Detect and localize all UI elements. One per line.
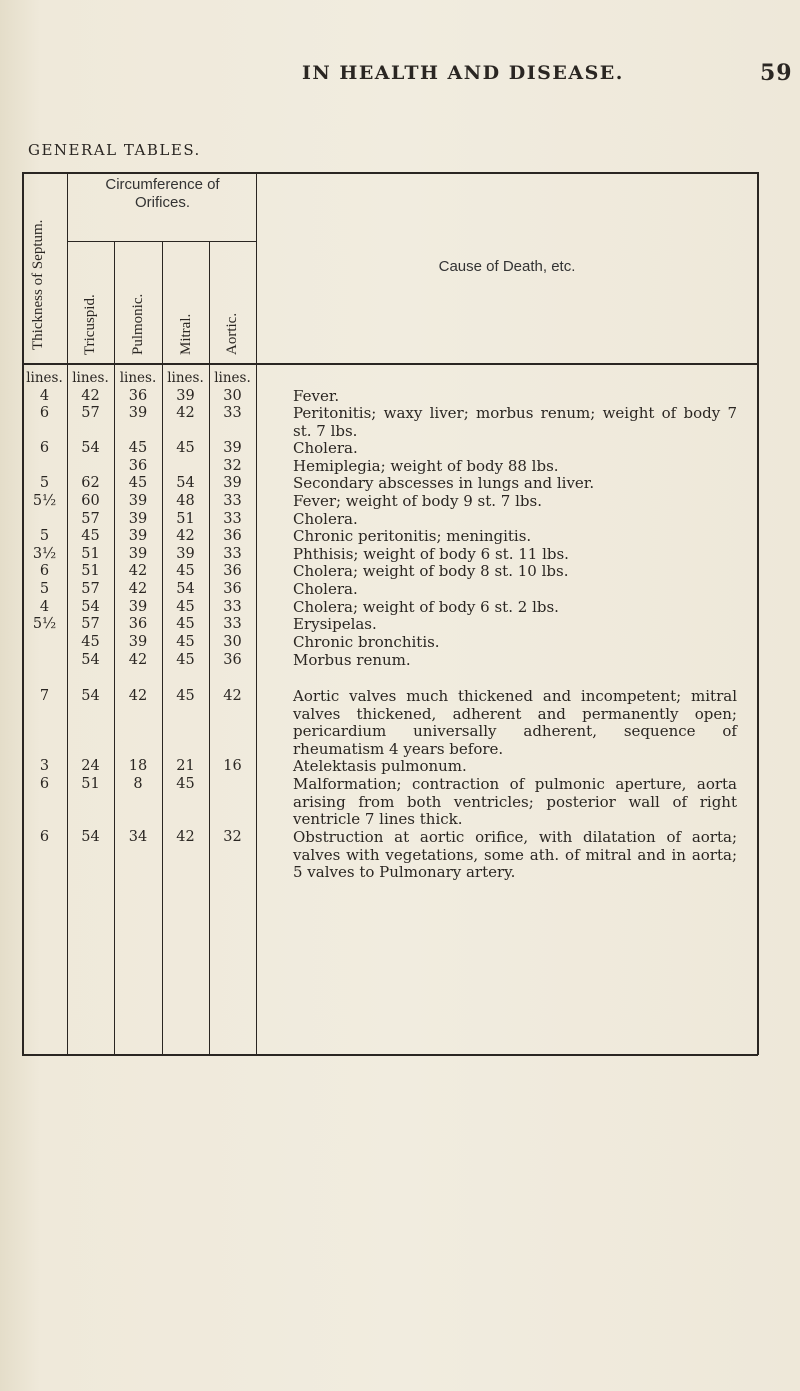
cell-mitral: 45 bbox=[176, 563, 195, 579]
cell-cause: Cholera. bbox=[293, 510, 358, 528]
cell-mitral: 45 bbox=[176, 599, 195, 615]
cell-aortic: 42 bbox=[223, 688, 242, 704]
cell-mitral: 39 bbox=[176, 388, 195, 404]
cell-tricuspid: 57 bbox=[81, 511, 100, 527]
cell-pulmonic: 42 bbox=[128, 652, 148, 668]
cell-cause: Cholera; weight of body 8 st. 10 lbs. bbox=[293, 562, 569, 580]
page-number: 59 bbox=[760, 60, 793, 86]
cell-tricuspid: 57 bbox=[81, 581, 100, 597]
cell-pulmonic: 36 bbox=[128, 616, 148, 632]
cell-septum: 3½ bbox=[32, 546, 57, 562]
cell-cause: Secondary abscesses in lungs and liver. bbox=[293, 474, 595, 492]
cell-cause: Chronic peritonitis; meningitis. bbox=[293, 527, 532, 545]
cell-pulmonic: 39 bbox=[128, 634, 148, 650]
cell-aortic: 36 bbox=[223, 528, 242, 544]
cell-aortic: 33 bbox=[223, 599, 242, 615]
cell-mitral: 45 bbox=[176, 776, 195, 792]
table-bottom-rule bbox=[22, 1054, 758, 1056]
cell-septum: 6 bbox=[39, 563, 50, 579]
cell-mitral: 54 bbox=[176, 581, 195, 597]
cell-aortic: 33 bbox=[223, 493, 242, 509]
cell-pulmonic: 36 bbox=[128, 388, 148, 404]
cell-aortic: 33 bbox=[223, 546, 242, 562]
cell-tricuspid: 57 bbox=[81, 405, 100, 421]
circumference-header: Circumference of Orifices. bbox=[105, 176, 220, 211]
cell-aortic: 33 bbox=[223, 511, 242, 527]
running-head: IN HEALTH AND DISEASE. bbox=[302, 62, 624, 84]
cell-cause: Peritonitis; waxy liver; morbus renum; weight of body 7 st. 7 lbs. bbox=[293, 404, 737, 440]
cell-cause: Fever. bbox=[293, 387, 340, 405]
right-border bbox=[757, 172, 759, 1055]
cell-aortic: 32 bbox=[223, 458, 242, 474]
cell-pulmonic: 36 bbox=[128, 458, 148, 474]
unit-pulmonic: lines. bbox=[119, 370, 157, 386]
table-top-rule bbox=[22, 172, 758, 174]
cell-aortic: 33 bbox=[223, 616, 242, 632]
cell-pulmonic: 18 bbox=[128, 758, 148, 774]
unit-tricuspid: lines. bbox=[72, 370, 109, 386]
cell-cause: Erysipelas. bbox=[293, 615, 377, 633]
cell-septum: 6 bbox=[39, 405, 50, 421]
cell-septum: 6 bbox=[39, 440, 50, 456]
cell-cause: Morbus renum. bbox=[293, 651, 411, 669]
septum-header: Thickness of Septum. bbox=[30, 219, 46, 350]
cell-septum: 5½ bbox=[32, 493, 57, 509]
cell-cause: Cholera. bbox=[293, 580, 358, 598]
cell-septum: 6 bbox=[39, 776, 50, 792]
cell-septum: 5½ bbox=[32, 616, 57, 632]
cell-tricuspid: 54 bbox=[81, 652, 100, 668]
cell-pulmonic: 42 bbox=[128, 581, 148, 597]
tricuspid-header: Tricuspid. bbox=[82, 294, 98, 355]
cell-aortic: 30 bbox=[223, 634, 242, 650]
cell-tricuspid: 54 bbox=[81, 688, 100, 704]
cell-cause: Cholera. bbox=[293, 439, 358, 457]
cell-septum: 5 bbox=[39, 475, 50, 491]
cell-mitral: 54 bbox=[176, 475, 195, 491]
cell-mitral: 45 bbox=[176, 616, 195, 632]
cell-mitral: 51 bbox=[176, 511, 195, 527]
cell-tricuspid: 57 bbox=[81, 616, 100, 632]
cell-septum: 3 bbox=[39, 758, 50, 774]
cell-aortic: 36 bbox=[223, 652, 242, 668]
cell-aortic: 30 bbox=[223, 388, 242, 404]
cell-pulmonic: 39 bbox=[128, 405, 148, 421]
cell-mitral: 42 bbox=[176, 829, 195, 845]
cell-tricuspid: 42 bbox=[81, 388, 100, 404]
cell-tricuspid: 45 bbox=[81, 528, 100, 544]
cell-pulmonic: 45 bbox=[128, 475, 148, 491]
pulmonic-header: Pulmonic. bbox=[130, 293, 146, 355]
cell-cause: Aortic valves much thickened and incompetent; mitral valves thickened, adherent and permanently open; pericardium universally adherent, sequence of rheumatism 4 years before. bbox=[293, 687, 737, 758]
cell-cause: Malformation; contraction of pulmonic aperture, aorta arising from both ventricles; posterior wall of right ventricle 7 lines thick. bbox=[293, 775, 737, 829]
unit-aortic: lines. bbox=[214, 370, 251, 386]
cell-mitral: 42 bbox=[176, 528, 195, 544]
cell-mitral: 48 bbox=[176, 493, 195, 509]
cause-header: Cause of Death, etc. bbox=[438, 258, 576, 275]
cell-cause: Hemiplegia; weight of body 88 lbs. bbox=[293, 457, 559, 475]
cell-tricuspid: 51 bbox=[81, 546, 100, 562]
cell-aortic: 36 bbox=[223, 563, 242, 579]
cell-pulmonic: 39 bbox=[128, 493, 148, 509]
cell-septum: 6 bbox=[39, 829, 50, 845]
cell-tricuspid: 54 bbox=[81, 599, 100, 615]
cell-pulmonic: 39 bbox=[128, 599, 148, 615]
cell-pulmonic: 8 bbox=[133, 776, 143, 792]
header-bottom-rule bbox=[22, 363, 758, 365]
cell-tricuspid: 54 bbox=[81, 829, 100, 845]
cell-pulmonic: 42 bbox=[128, 688, 148, 704]
aortic-header: Aortic. bbox=[224, 312, 240, 355]
cell-cause: Fever; weight of body 9 st. 7 lbs. bbox=[293, 492, 542, 510]
cell-aortic: 39 bbox=[223, 475, 242, 491]
cell-mitral: 45 bbox=[176, 440, 195, 456]
cell-mitral: 45 bbox=[176, 688, 195, 704]
unit-mitral: lines. bbox=[167, 370, 204, 386]
cell-pulmonic: 39 bbox=[128, 546, 148, 562]
cell-pulmonic: 45 bbox=[128, 440, 148, 456]
cell-mitral: 45 bbox=[176, 634, 195, 650]
cell-cause: Atelektasis pulmonum. bbox=[293, 757, 467, 775]
cell-pulmonic: 39 bbox=[128, 511, 148, 527]
cell-mitral: 45 bbox=[176, 652, 195, 668]
cell-aortic: 33 bbox=[223, 405, 242, 421]
cell-cause: Chronic bronchitis. bbox=[293, 633, 440, 651]
cell-tricuspid: 45 bbox=[81, 634, 100, 650]
cell-mitral: 42 bbox=[176, 405, 195, 421]
cell-aortic: 16 bbox=[223, 758, 242, 774]
cell-mitral: 21 bbox=[176, 758, 195, 774]
cell-tricuspid: 51 bbox=[81, 776, 100, 792]
col-divider-5 bbox=[256, 172, 257, 1055]
cell-septum: 4 bbox=[39, 599, 50, 615]
cell-septum: 5 bbox=[39, 528, 50, 544]
cell-pulmonic: 34 bbox=[128, 829, 148, 845]
cell-septum: 4 bbox=[39, 388, 50, 404]
cell-septum: 7 bbox=[39, 688, 50, 704]
cell-cause: Obstruction at aortic orifice, with dilatation of aorta; valves with vegetations, some ath. of mitral and in aorta; 5 valves to Pulmonary artery. bbox=[293, 828, 737, 882]
cell-aortic: 39 bbox=[223, 440, 242, 456]
cell-pulmonic: 42 bbox=[128, 563, 148, 579]
cell-mitral: 39 bbox=[176, 546, 195, 562]
cell-septum: 5 bbox=[39, 581, 50, 597]
cell-cause: Cholera; weight of body 6 st. 2 lbs. bbox=[293, 598, 559, 616]
cell-aortic: 36 bbox=[223, 581, 242, 597]
cell-tricuspid: 24 bbox=[81, 758, 100, 774]
cell-tricuspid: 60 bbox=[81, 493, 100, 509]
cell-tricuspid: 62 bbox=[81, 475, 100, 491]
cell-tricuspid: 51 bbox=[81, 563, 100, 579]
mitral-header: Mitral. bbox=[178, 313, 194, 355]
cell-tricuspid: 54 bbox=[81, 440, 100, 456]
cell-aortic: 32 bbox=[223, 829, 242, 845]
unit-septum: lines. bbox=[26, 370, 63, 386]
cell-cause: Phthisis; weight of body 6 st. 11 lbs. bbox=[293, 545, 569, 563]
section-title: GENERAL TABLES. bbox=[28, 141, 201, 159]
cell-pulmonic: 39 bbox=[128, 528, 148, 544]
